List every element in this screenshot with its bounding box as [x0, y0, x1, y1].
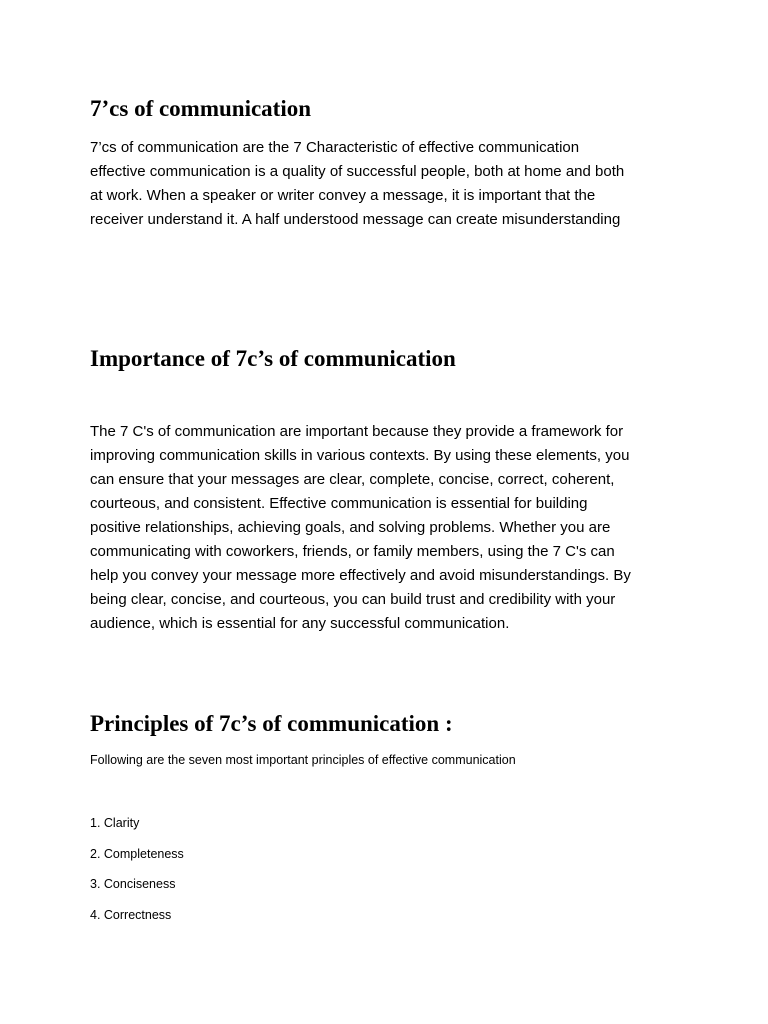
paragraph-line: 7’cs of communication are the 7 Characteristic of effective communication [90, 139, 580, 156]
paragraph-line: communicating with coworkers, friends, or family members, using the 7 C's can [90, 543, 615, 560]
paragraph-line: at work. When a speaker or writer convey a message, it is important that the [90, 187, 596, 204]
section-heading-importance: Importance of 7c’s of communication [90, 346, 456, 371]
paragraph-line: effective communication is a quality of successful people, both at home and both [90, 163, 625, 180]
section-heading-principles: Principles of 7c’s of communication : [90, 711, 453, 736]
list-item-completeness: 2. Completeness [90, 847, 184, 861]
paragraph-line: positive relationships, achieving goals, and solving problems. Whether you are [90, 519, 611, 536]
paragraph-line: help you convey your message more effectively and avoid misunderstandings. By [90, 567, 631, 584]
principles-intro: Following are the seven most important principles of effective communication [90, 753, 516, 767]
section-heading-7cs: 7’cs of communication [90, 96, 312, 121]
section-paragraph-7cs [90, 136, 690, 232]
paragraph-line: receiver understand it. A half understood message can create misunderstanding [90, 211, 621, 228]
section-paragraph-importance [90, 420, 690, 636]
paragraph-line: audience, which is essential for any successful communication. [90, 615, 510, 632]
list-item-correctness: 4. Correctness [90, 908, 172, 922]
list-item-clarity: 1. Clarity [90, 816, 140, 830]
paragraph-line: being clear, concise, and courteous, you can build trust and credibility with your [90, 591, 616, 608]
paragraph-line: The 7 C's of communication are important because they provide a framework for [90, 423, 624, 440]
paragraph-line: courteous, and consistent. Effective communication is essential for building [90, 495, 588, 512]
list-item-conciseness: 3. Conciseness [90, 877, 176, 891]
paragraph-line: improving communication skills in various contexts. By using these elements, you [90, 447, 630, 464]
paragraph-line: can ensure that your messages are clear, complete, concise, correct, coherent, [90, 471, 615, 488]
